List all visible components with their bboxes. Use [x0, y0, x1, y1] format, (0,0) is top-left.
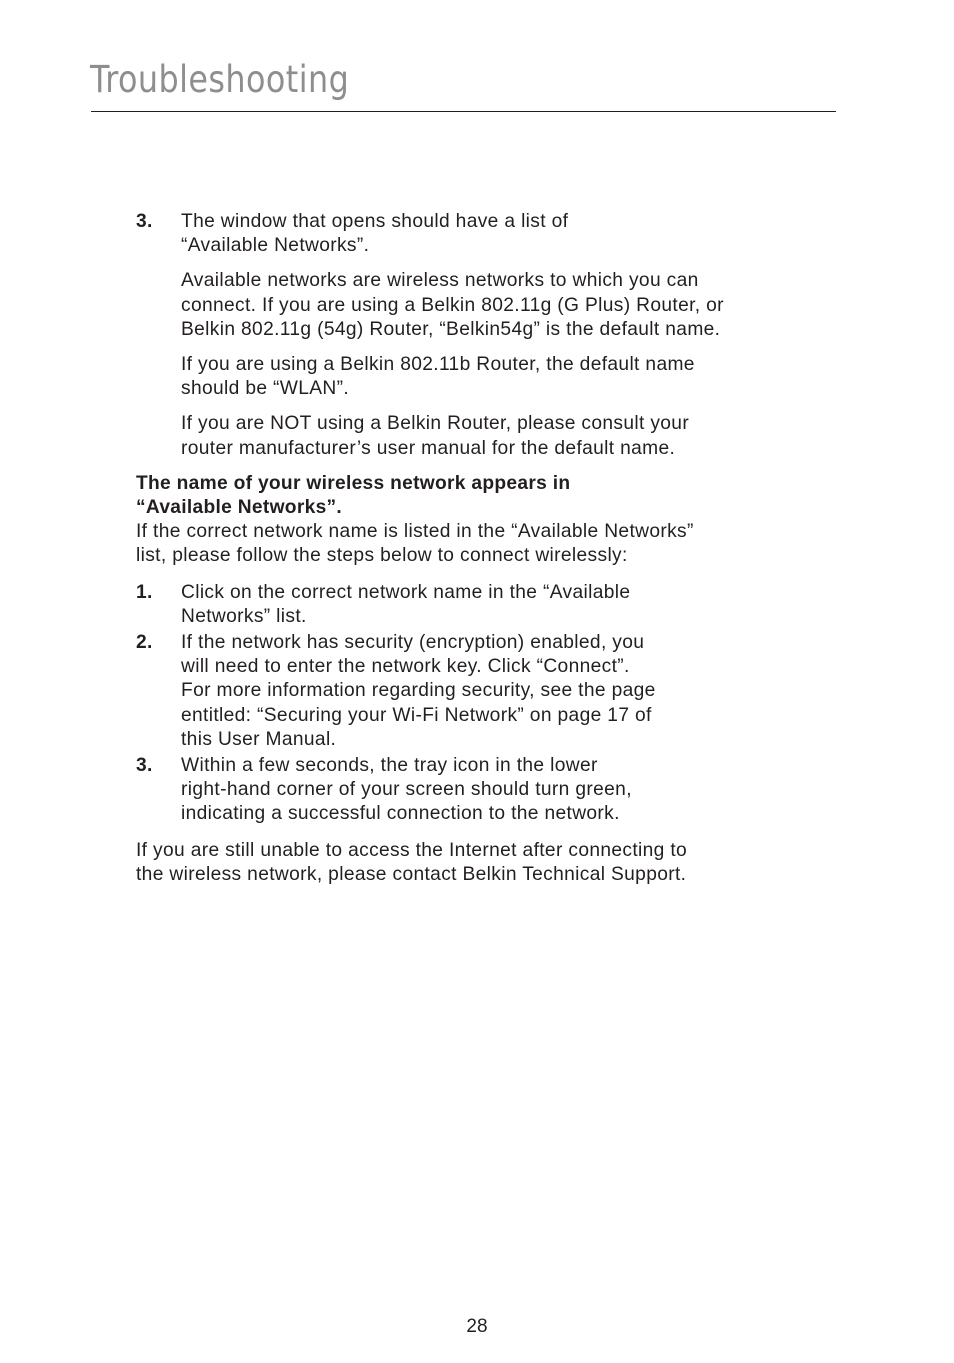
section-heading: [136, 472, 816, 520]
text-line: Networks” list.: [181, 605, 307, 627]
text-line: If you are using a Belkin 802.11b Router, the default name: [181, 354, 695, 376]
list-item: [136, 631, 816, 752]
list-item: [136, 581, 816, 629]
text-line: this User Manual.: [181, 728, 337, 750]
list-item: [136, 754, 816, 827]
text-line: If you are NOT using a Belkin Router, please consult your: [181, 413, 690, 435]
text-line: If the network has security (encryption) enabled, you: [181, 632, 645, 654]
text-line: the wireless network, please contact Belkin Technical Support.: [136, 863, 687, 885]
page-content: [136, 210, 816, 887]
text-line: should be “WLAN”.: [181, 378, 350, 400]
belkin-80211b-paragraph: [181, 353, 816, 401]
text-line: entitled: “Securing your Wi-Fi Network” on page 17 of: [181, 704, 652, 726]
text-line: list, please follow the steps below to connect wirelessly:: [136, 545, 628, 567]
step-number: 1.: [136, 581, 153, 603]
text-line: router manufacturer’s user manual for the default name.: [181, 437, 676, 459]
page-title: Troubleshooting: [90, 58, 350, 101]
step-line: The window that opens should have a list of: [181, 211, 569, 232]
step-number: 3.: [136, 211, 153, 232]
text-line: For more information regarding security, see the page: [181, 680, 656, 702]
text-line: Available networks are wireless networks to which you can: [181, 270, 699, 292]
closing-paragraph: [136, 839, 816, 887]
text-line: will need to enter the network key. Click “Connect”.: [181, 656, 630, 678]
connection-steps-list: [136, 581, 816, 827]
step-text: [181, 210, 816, 258]
text-line: If you are still unable to access the Internet after connecting to: [136, 839, 688, 861]
text-line: connect. If you are using a Belkin 802.11g (G Plus) Router, or: [181, 294, 724, 316]
text-line: If the correct network name is listed in the “Available Networks”: [136, 521, 694, 543]
step-line: “Available Networks”.: [181, 235, 370, 257]
heading-line: The name of your wireless network appears in: [136, 472, 571, 494]
text-line: Belkin 802.11g (54g) Router, “Belkin54g” is the default name.: [181, 318, 721, 340]
text-line: indicating a successful connection to the network.: [181, 803, 620, 825]
step-number: 2.: [136, 632, 153, 654]
step-number: 3.: [136, 755, 153, 777]
section-intro: [136, 520, 816, 568]
step-3-top: [136, 210, 816, 461]
heading-line: “Available Networks”.: [136, 497, 343, 519]
available-networks-paragraph: [181, 269, 816, 342]
text-line: Click on the correct network name in the “Available: [181, 581, 631, 603]
title-divider: [91, 111, 836, 112]
page-number: 28: [466, 1316, 488, 1337]
text-line: right-hand corner of your screen should turn green,: [181, 779, 632, 801]
non-belkin-paragraph: [181, 412, 816, 460]
text-line: Within a few seconds, the tray icon in the lower: [181, 755, 598, 777]
